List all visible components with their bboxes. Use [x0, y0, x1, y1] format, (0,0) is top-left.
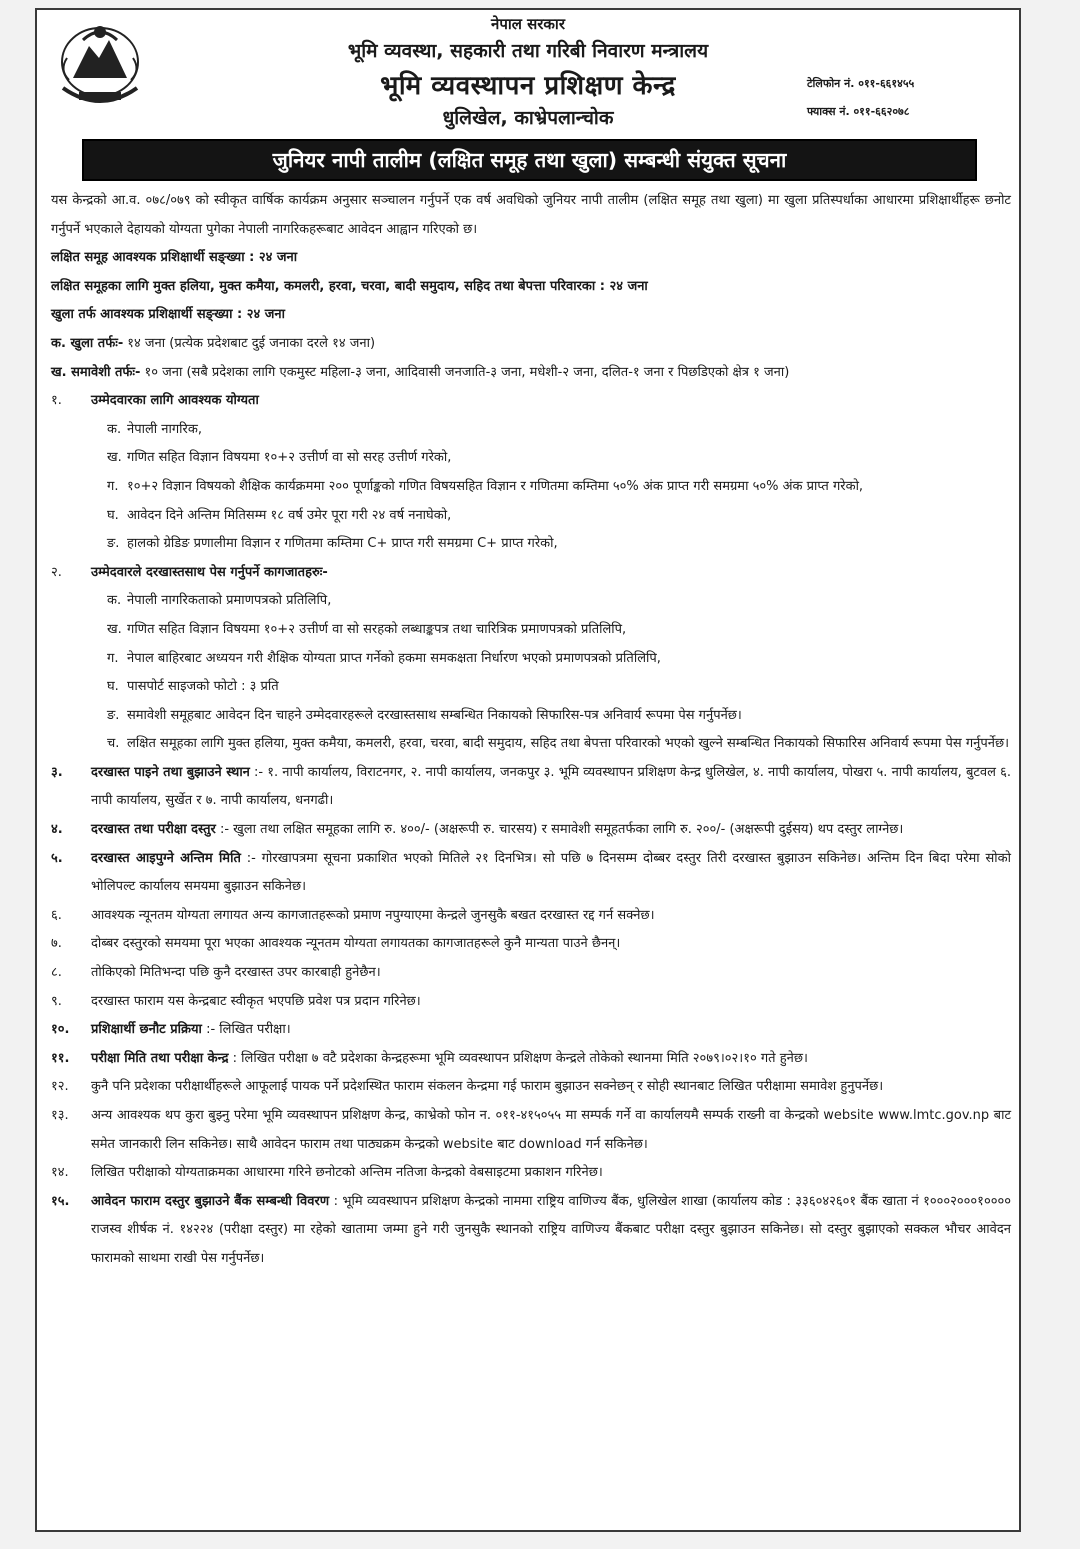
item-text: नेपाल बाहिरबाट अध्ययन गरी शैक्षिक योग्यता प्राप्त गर्नेको हकमा समकक्षता निर्धारण भएको प्रमाणपत्रको प्रतिलिपि,	[127, 650, 661, 666]
open-quota-total: खुला तर्फ आवश्यक प्रशिक्षार्थी सङ्ख्या : २४ जना	[51, 307, 285, 323]
telephone-number: टेलिफोन नं. ०११-६६१४५५	[807, 77, 915, 90]
point-number: ३.	[51, 764, 63, 780]
numbered-point	[51, 959, 1011, 988]
item-text: नेपाली नागरिक,	[127, 421, 202, 437]
point-text: :- लिखित परीक्षा।	[206, 1022, 291, 1038]
government-heading: नेपाल सरकार	[491, 15, 565, 33]
point-body	[91, 1045, 1011, 1074]
list-item	[51, 730, 1011, 759]
point-body	[91, 1188, 1011, 1274]
point-text: :- गोरखापत्रमा सूचना प्रकाशित भएको मितिले २१ दिनभित्र। सो पछि ७ दिनसम्म दोब्बर दस्तुर तिरी दरखास्त बुझाउन सकिनेछ। अन्तिम दिन बिदा परेमा सोको भोलिपल्ट कार्यालय समयमा बुझाउन सकिनेछ।	[91, 850, 1011, 895]
point-number: ७.	[51, 936, 62, 952]
item-text: नेपाली नागरिकताको प्रमाणपत्रको प्रतिलिपि,	[127, 593, 332, 609]
point-text: तोकिएको मितिभन्दा पछि कुनै दरखास्त उपर कारबाही हुनेछैन।	[91, 965, 381, 981]
numbered-point	[51, 1073, 1011, 1102]
point-number: ६.	[51, 907, 62, 923]
point-text: आवश्यक न्यूनतम योग्यता लगायत अन्य कागजातहरूको प्रमाण नपुग्‍याएमा केन्द्रले जुनसुकै बखत दरखास्त रद्द गर्न सक्नेछ।	[91, 907, 655, 923]
fax-number: फ्याक्स नं. ०११-६६२०७८	[807, 105, 910, 118]
point-number: १५.	[51, 1193, 70, 1209]
list-item	[51, 416, 1011, 445]
point-number: १३.	[51, 1108, 69, 1123]
list-item	[51, 645, 1011, 674]
item-text: गणित सहित विज्ञान विषयमा १०+२ उत्तीर्ण वा सो सरह उत्तीर्ण गरेको,	[127, 450, 452, 466]
point-text: कुनै पनि प्रदेशका परीक्षार्थीहरूले आफूलाई पायक पर्ने प्रदेशस्थित फाराम संकलन केन्द्रमा गई फाराम बुझाउन सक्नेछन् र सोही स्थानबाट लिखित परीक्षामा समावेश हुनुपर्नेछ।	[91, 1079, 884, 1095]
centre-heading: भूमि व्यवस्थापन प्रशिक्षण केन्द्र	[380, 71, 676, 101]
list-item	[51, 587, 1011, 616]
item-letter: ङ.	[107, 536, 120, 552]
section-2-heading: २. उम्मेदवारले दरखास्तसाथ पेस गर्नुपर्ने कागजातहरुः-	[51, 564, 328, 580]
point-title: परीक्षा मिति तथा परीक्षा केन्द्र	[91, 1050, 229, 1066]
point-text: : लिखित परीक्षा ७ वटै प्रदेशका केन्द्रहरूमा भूमि व्यवस्थापन प्रशिक्षण केन्द्रले तोकेको स्थानमा मिति २०७९।०२।१० गते हुनेछ।	[232, 1050, 808, 1066]
item-text: समावेशी समूहबाट आवेदन दिन चाहने उम्मेदवारहरूले दरखास्तसाथ सम्बन्धित निकायको सिफारिस-पत्र अनिवार्य रूपमा पेस गर्नुपर्नेछ।	[127, 707, 742, 723]
point-body	[91, 988, 1011, 1017]
point-number: ५.	[51, 850, 63, 866]
item-text: आवेदन दिने अन्तिम मितिसम्म १८ वर्ष उमेर पूरा गरी २४ वर्ष ननाघेको,	[127, 507, 452, 523]
open-quota-label: क. खुला तर्फः-	[51, 335, 124, 351]
item-text: हालको ग्रेडिङ प्रणालीमा विज्ञान र गणितमा कम्तिमा C+ प्राप्त गरी समग्रमा C+ प्राप्त गरेको,	[127, 536, 558, 552]
item-letter: च.	[107, 736, 120, 752]
numbered-point	[51, 759, 1011, 816]
notice-body	[51, 187, 1011, 1274]
point-body	[91, 959, 1011, 988]
inclusive-quota-item	[51, 359, 1011, 388]
inclusive-quota-text: १० जना (सबै प्रदेशका लागि एकमुस्ट महिला-३ जना, आदिवासी जनजाति-३ जना, मधेशी-२ जना, दलित-१ जना र पिछडिएको क्षेत्र १ जना)	[144, 364, 790, 380]
point-text: : भूमि व्यवस्थापन प्रशिक्षण केन्द्रको नाममा राष्ट्रिय वाणिज्य बैंक, धुलिखेल शाखा (कार्यालय कोड : ३३६०४२६०१ बैंक खाता नं १०००२०००१०००० राजस्व शीर्षक नं. १४२२४ (परीक्षा दस्तुर) मा रहेको खातामा जम्मा हुने गरी जुनसुकै स्थानको राष्ट्रिय वाणिज्य बैंकबाट परीक्षा दस्तुर बुझाउन सकिनेछ। सो दस्तुर बुझाएको सक्कल भौचर आवेदन फारामको साथमा राखी पेस गर्नुपर्नेछ।	[91, 1193, 1011, 1266]
point-number: १०.	[51, 1022, 70, 1038]
notice-title-banner: जुनियर नापी तालीम (लक्षित समूह तथा खुला) सम्बन्धी संयुक्त सूचना	[82, 139, 977, 181]
point-text: :- १. नापी कार्यालय, विराटनगर, २. नापी कार्यालय, जनकपुर ३. भूमि व्यवस्थापन प्रशिक्षण केन्द्र धुलिखेल, ४. नापी कार्यालय, पोखरा ५. नापी कार्यालय, बुटवल ६. नापी कार्यालय, सुर्खेत र ७. नापी कार्यालय, धनगढी।	[91, 764, 1011, 809]
point-text: अन्य आवश्यक थप कुरा बुझ्नु परेमा भूमि व्यवस्थापन प्रशिक्षण केन्द्र, काभ्रेको फोन न. ०११-४१५०५५ मा सम्पर्क गर्ने वा कार्यालयमै सम्पर्क राख्नी वा केन्द्रको website www.lmtc.gov.np बाट समेत जानकारी लिन सकिनेछ। साथै आवेदन फाराम तथा पाठ्यक्रम केन्द्रको website बाट download गर्न सकिनेछ।	[91, 1108, 1011, 1152]
notice-sheet	[35, 8, 1021, 1532]
item-text: गणित सहित विज्ञान विषयमा १०+२ उत्तीर्ण वा सो सरहको लब्धाङ्कपत्र तथा चारित्रिक प्रमाणपत्रको प्रतिलिपि,	[127, 621, 627, 637]
item-letter: ङ.	[107, 707, 120, 723]
numbered-point	[51, 988, 1011, 1017]
point-body	[91, 1159, 1011, 1188]
list-item	[51, 444, 1011, 473]
numbered-point	[51, 845, 1011, 902]
point-body	[91, 759, 1011, 816]
numbered-points	[51, 759, 1011, 1274]
point-title: दरखास्त पाइने तथा बुझाउने स्थान	[91, 764, 250, 780]
item-letter: ख.	[107, 450, 122, 466]
open-quota-text: १४ जना (प्रत्येक प्रदेशबाट दुई जनाका दरले १४ जना)	[127, 335, 376, 351]
point-number: १२.	[51, 1079, 69, 1095]
numbered-point	[51, 930, 1011, 959]
item-text: पासपोर्ट साइजको फोटो : ३ प्रति	[127, 679, 279, 695]
point-text: :- खुला तथा लक्षित समूहका लागि रु. ४००/- (अक्षरूपी रु. चारसय) र समावेशी समूहतर्फका लागि रु. २००/- (अक्षरूपी दुईसय) थप दस्तुर लाग्नेछ।	[219, 822, 904, 838]
point-number: ८.	[51, 965, 62, 981]
target-quota-total: लक्षित समूह आवश्यक प्रशिक्षार्थी सङ्ख्या : २४ जना	[51, 250, 298, 266]
numbered-point	[51, 816, 1011, 845]
point-body	[91, 902, 1011, 931]
point-number: ११.	[51, 1050, 70, 1066]
numbered-point	[51, 1016, 1011, 1045]
point-body	[91, 1073, 1011, 1102]
point-title: दरखास्त तथा परीक्षा दस्तुर	[91, 822, 216, 838]
point-number: ४.	[51, 822, 63, 838]
section-1-list	[51, 416, 1011, 559]
ministry-heading: भूमि व्यवस्था, सहकारी तथा गरिबी निवारण मन्त्रालय	[347, 40, 709, 62]
item-letter: क.	[107, 421, 122, 437]
intro-paragraph: यस केन्द्रको आ.व. ०७८/०७९ को स्वीकृत वार्षिक कार्यक्रम अनुसार सञ्चालन गर्नुपर्ने एक वर्ष अवधिको जुनियर नापी तालीम (लक्षित समूह तथा खुला) मा खुला प्रतिस्पर्धाका आधारमा प्रशिक्षार्थीहरू छनोट गर्नुपर्ने भएकाले देहायको योग्यता पुगेका नेपाली नागरिकहरूबाट आवेदन आह्वान गरिएको छ।	[51, 193, 1011, 237]
section-2-list	[51, 587, 1011, 759]
point-body	[91, 930, 1011, 959]
numbered-point	[51, 1159, 1011, 1188]
inclusive-quota-label: ख. समावेशी तर्फः-	[51, 364, 141, 380]
list-item	[51, 702, 1011, 731]
item-letter: घ.	[107, 679, 119, 695]
item-letter: घ.	[107, 507, 119, 523]
point-title: आवेदन फाराम दस्तुर बुझाउने बैंक सम्बन्धी विवरण	[91, 1193, 330, 1209]
list-item	[51, 530, 1011, 559]
point-body	[91, 845, 1011, 902]
point-text: दोब्बर दस्तुरको समयमा पूरा भएका आवश्यक न्यूनतम योग्यता लगायतका कागजातहरूले कुनै मान्यता पाउने छैनन्।	[91, 936, 621, 952]
list-item	[51, 473, 1011, 502]
item-text: १०+२ विज्ञान विषयको शैक्षिक कार्यक्रममा २०० पूर्णाङ्कको गणित विषयसहित विज्ञान र गणितमा कम्तिमा ५०% अंक प्राप्त गरी समग्रमा ५०% अंक प्राप्त गरेको,	[127, 478, 864, 494]
numbered-point	[51, 902, 1011, 931]
point-number: १४.	[51, 1165, 69, 1181]
point-body	[91, 1016, 1011, 1045]
target-quota-detail: लक्षित समूहका लागि मुक्त हलिया, मुक्त कमैया, कमलरी, हरवा, चरवा, बादी समुदाय, सहिद तथा बेपत्ता परिवारका : २४ जना	[51, 278, 648, 294]
numbered-point	[51, 1102, 1011, 1159]
point-body	[91, 816, 1011, 845]
item-letter: ग.	[107, 478, 119, 494]
point-title: दरखास्त आइपुग्ने अन्तिम मिति	[91, 850, 241, 866]
point-text: लिखित परीक्षाको योग्यताक्रमका आधारमा गरिने छनोटको अन्तिम नतिजा केन्द्रको वेबसाइटमा प्रकाशन गरिनेछ।	[91, 1165, 603, 1181]
item-letter: ग.	[107, 650, 119, 666]
list-item	[51, 616, 1011, 645]
item-letter: ख.	[107, 621, 122, 637]
numbered-point	[51, 1188, 1011, 1274]
section-1-heading: १. उम्मेदवारका लागि आवश्यक योग्यता	[51, 393, 259, 409]
location-heading: धुलिखेल, काभ्रेपलान्चोक	[442, 107, 614, 129]
item-letter: क.	[107, 593, 122, 609]
point-text: दरखास्त फाराम यस केन्द्रबाट स्वीकृत भएपछि प्रवेश पत्र प्रदान गरिनेछ।	[91, 993, 421, 1009]
list-item	[51, 673, 1011, 702]
point-body	[91, 1102, 1011, 1159]
open-quota-item	[51, 330, 1011, 359]
list-item	[51, 502, 1011, 531]
point-number: ९.	[51, 993, 62, 1009]
numbered-point	[51, 1045, 1011, 1074]
item-text: लक्षित समूहका लागि मुक्त हलिया, मुक्त कमैया, कमलरी, हरवा, चरवा, बादी समुदाय, सहिद तथा बेपत्ता परिवारको भएको खुल्ने सम्बन्धित निकायको सिफारिस अनिवार्य रूपमा पेस गर्नुपर्नेछ।	[127, 736, 1010, 752]
point-title: प्रशिक्षार्थी छनौट प्रक्रिया	[91, 1022, 202, 1038]
